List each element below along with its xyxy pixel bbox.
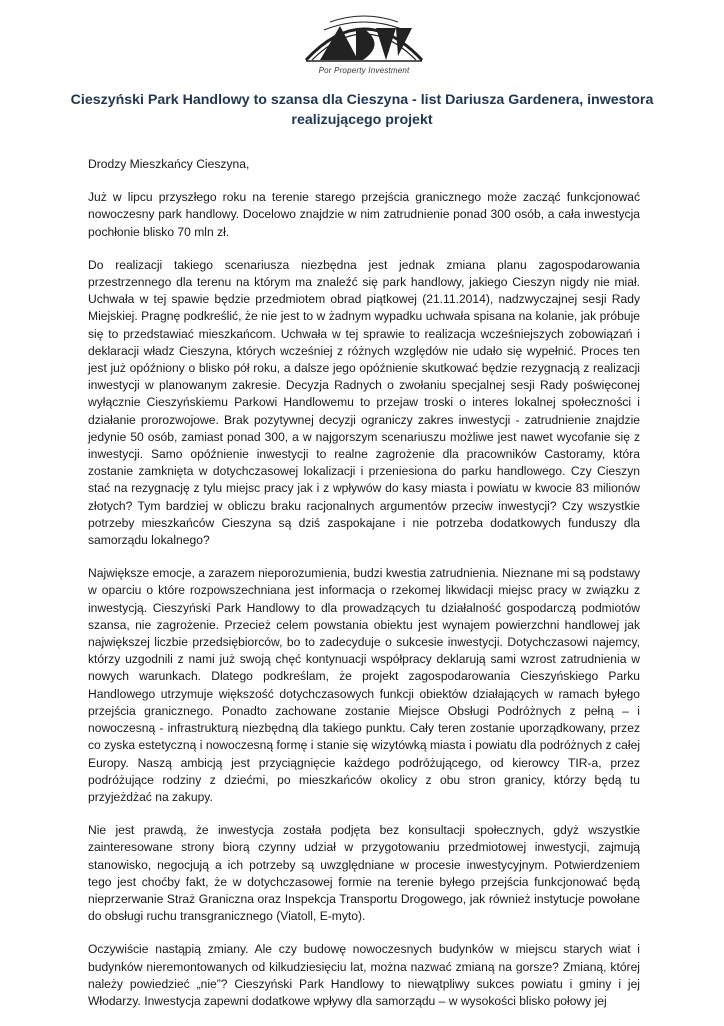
adv-logo-icon	[300, 6, 428, 66]
logo-caption: Por Property Investment	[318, 66, 410, 75]
paragraph: Do realizacji takiego scenariusza niezbędna jest jednak zmiana planu zagospodarowania przestrzennego dla terenu na którym ma znaleźć się park handlowy, jakiego Cieszyn nigdy nie miał. Uchwała w tej spawie będzie przedmiotem obrad piątkowej (21.11.2014), nadzwyczajnej sesji Rady Miejskiej. Pragnę podkreślić, że nie jest to w żadnym wypadku uchwała spisana na kolanie, jak próbuje się to przedstawiać mieszkańcom. Uchwała w tej sprawie to realizacja wcześniejszych zobowiązań i deklaracji władz Cieszyna, których wcześniej z różnych względów nie udało się wypełnić. Proces ten jest już opóźniony o blisko pół roku, a dalsze jego opóźnienie skutkować będzie rezygnacją z realizacji inwestycji w planowanym zakresie. Decyzja Radnych o zwołaniu specjalnej sesji Rady poświęconej wyłącznie Cieszyńskiemu Parkowi Handlowemu to przejaw troski o interes lokalnej społeczności i działanie prorozwojowe. Brak pozytywnej decyzji ograniczy zakres inwestycji - zatrudnienie znajdzie jedynie 50 osób, zamiast ponad 300, a w najgorszym scenariuszu możliwe jest nawet wycofanie się z inwestycji. Samo opóźnienie inwestycji to realne zagrożenie dla pracowników Castoramy, która zostanie zamknięta w dotychczasowej lokalizacji i przeniesiona do parku handlowego. Czy Cieszyn stać na rezygnację z tylu miejsc pracy jak i z wpływów do kasy miasta i powiatu w kwocie 83 milionów złotych? Tym bardziej w obliczu braku racjonalnych argumentów przeciw inwestycji? Czy wszystkie potrzeby mieszkańców Cieszyna są dziś zaspokajane i nie potrzeba dodatkowych funduszy dla samorządu lokalnego?	[88, 257, 640, 548]
greeting: Drodzy Mieszkańcy Cieszyna,	[88, 157, 250, 171]
paragraph: Nie jest prawdą, że inwestycja została podjęta bez konsultacji społecznych, gdyż wszystkie zainteresowane strony biorą czynny udział w przygotowaniu przedmiotowej inwestycji, zajmują stanowisko, negocjują a ich potrzeby są uwzględniane w procesie inwestycyjnym. Potwierdzeniem tego jest choćby fakt, że w dotychczasowej formie na terenie byłego przejścia funkcjonować będą nieprzerwanie Straż Graniczna oraz Inspekcja Transportu Drogowego, jak również instytucje powołane do obsługi ruchu transgranicznego (Viatoll, E-myto).	[88, 823, 640, 924]
paragraph: Największe emocje, a zarazem nieporozumienia, budzi kwestia zatrudnienia. Nieznane mi są podstawy w oparciu o które rozpowszechniana jest informacja o rzekomej likwidacji miejsc pracy w związku z inwestycją. Cieszyński Park Handlowy to dla prowadzących tu działalność gospodarczą podmiotów szansa, nie zagrożenie. Przecież celem powstania obiektu jest wynajem powierzchni handlowej jak największej liczbie przedsiębiorców, bo to zadecyduje o sukcesie inwestycji. Dotychczasowi najemcy, którzy uzgodnili z nami już swoją chęć kontynuacji współpracy deklarują sami wzrost zatrudnienia w nowych warunkach. Dlatego podkreślam, że projekt zagospodarowania Cieszyńskiego Parku Handlowego utrzymuje większość dotychczasowych funkcji obiektów działających w ramach byłego przejścia granicznego. Ponadto zachowane zostanie Miejsce Obsługi Podróżnych z pełną – i nowoczesną - infrastrukturą niezbędną dla takiego punktu. Cały teren zostanie uporządkowany, przez co zyska estetyczną i nowoczesną formę i stanie się wizytówką miasta i powiatu dla podróżnych z całej Europy. Naszą ambicją jest przyciągnięcie każdego podróżującego, od kierowcy TIR-a, przez podróżujące rodziny z dziećmi, po mieszkańców okolicy z obu stron granicy, którzy będą tu przyjeżdżać na zakupy.	[88, 566, 640, 804]
letter-body	[88, 156, 640, 1026]
paragraph: Już w lipcu przyszłego roku na terenie starego przejścia granicznego może zacząć funkcjonować nowoczesny park handlowy. Docelowo znajdzie w nim zatrudnienie ponad 300 osób, a cała inwestycja pochłonie blisko 70 mln zł.	[88, 190, 640, 239]
document-title: Cieszyński Park Handlowy to szansa dla Cieszyna - list Dariusza Gardenera, inwestora realizującego projekt	[70, 92, 654, 128]
company-logo	[300, 6, 428, 78]
paragraph: Oczywiście nastąpią zmiany. Ale czy budowę nowoczesnych budynków w miejscu starych wiat i budynków nieremontowanych od kilkudziesięciu lat, można nazwać zmianą na gorsze? Zmianą, której należy powiedzieć „nie”? Cieszyński Park Handlowy to niewątpliwy sukces powiatu i gminy i jej Włodarzy. Inwestycja zapewni dodatkowe wpływy dla samorządu – w wysokości blisko połowy jej	[88, 942, 640, 1008]
